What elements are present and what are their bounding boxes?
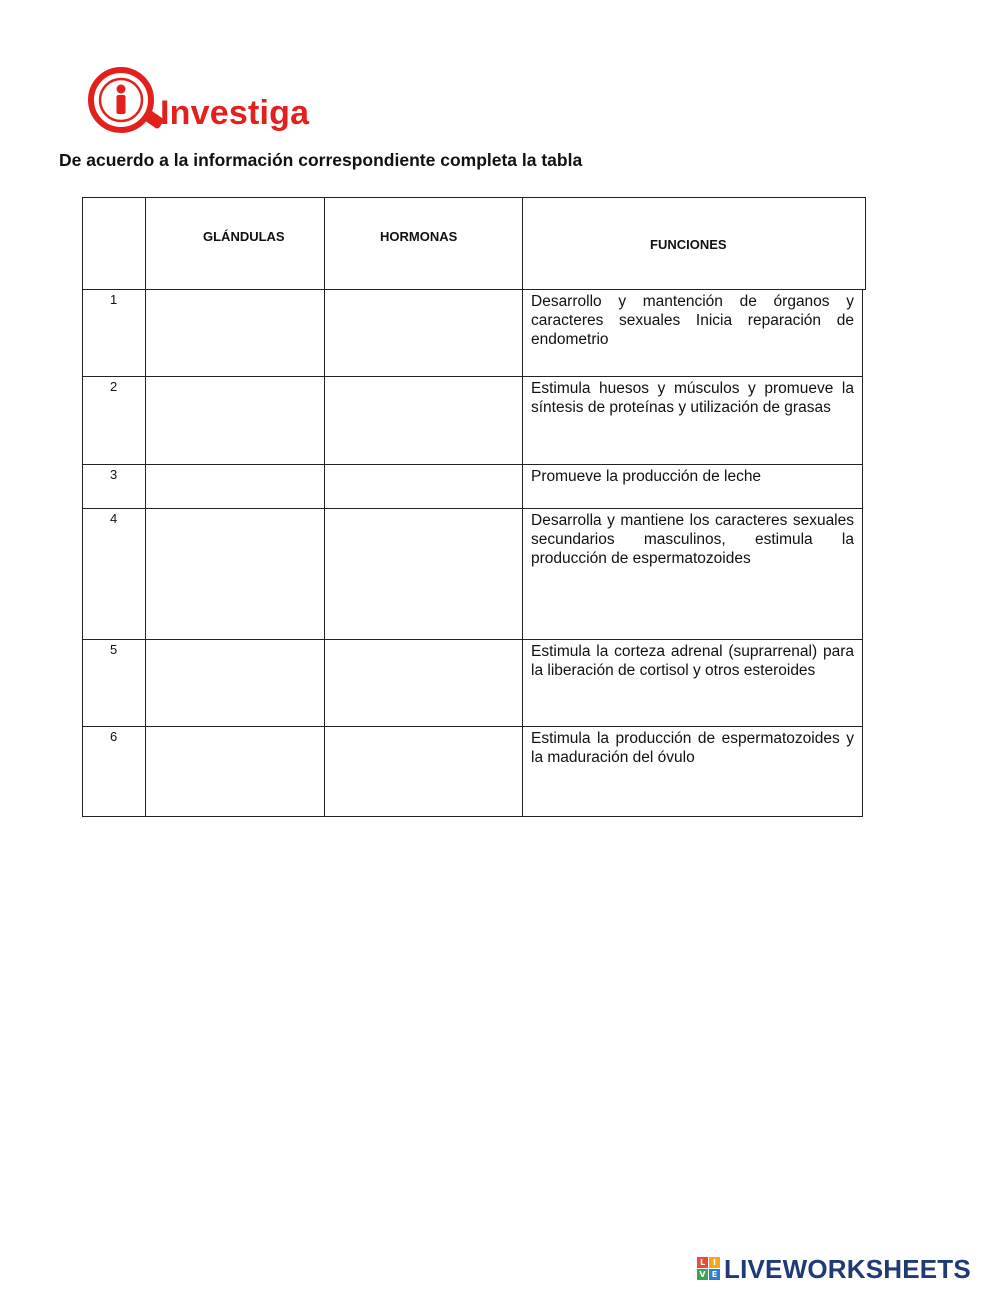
- hormone-answer-cell[interactable]: [324, 376, 523, 465]
- header-number-cell: [82, 197, 146, 290]
- gland-answer-cell[interactable]: [145, 289, 325, 377]
- investiga-logo: [88, 66, 338, 142]
- row-number-cell: [82, 376, 146, 465]
- function-cell: [522, 726, 863, 817]
- row-number-cell: [82, 639, 146, 727]
- instruction-text: De acuerdo a la información correspondiente completa la tabla: [59, 150, 583, 170]
- header-glands-cell: [145, 197, 325, 290]
- gland-answer-cell[interactable]: [145, 639, 325, 727]
- hormone-answer-cell[interactable]: [324, 508, 523, 640]
- hormone-answer-cell[interactable]: [324, 464, 523, 509]
- magnifier-person-icon: [88, 66, 168, 142]
- function-text: Estimula huesos y músculos y promueve la síntesis de proteínas y utilización de grasas: [531, 380, 854, 416]
- hormone-answer-cell[interactable]: [324, 639, 523, 727]
- function-cell: [522, 639, 863, 727]
- hormones-table: [82, 197, 866, 817]
- liveworksheets-text: LIVEWORKSHEETS: [724, 1254, 971, 1284]
- row-number-cell: [82, 464, 146, 509]
- header-functions-cell: [522, 197, 866, 290]
- header-glands: GLÁNDULAS: [203, 229, 285, 244]
- logo-text: Investiga: [160, 94, 310, 132]
- function-text: Desarrolla y mantiene los caracteres sexuales secundarios masculinos, estimula la producción de espermatozoides: [531, 512, 854, 567]
- liveworksheets-badge-icon: [697, 1257, 721, 1281]
- function-text: Desarrollo y mantención de órganos y caracteres sexuales Inicia reparación de endometrio: [531, 293, 854, 348]
- badge-letter: V: [697, 1269, 708, 1280]
- hormone-answer-cell[interactable]: [324, 289, 523, 377]
- header-hormones-cell: [324, 197, 523, 290]
- gland-answer-cell[interactable]: [145, 464, 325, 509]
- function-text: Promueve la producción de leche: [531, 468, 762, 485]
- function-text: Estimula la producción de espermatozoides y la maduración del óvulo: [531, 730, 854, 766]
- function-cell: [522, 508, 863, 640]
- row-number: 1: [110, 292, 118, 307]
- gland-answer-cell[interactable]: [145, 376, 325, 465]
- header-functions: FUNCIONES: [650, 237, 727, 252]
- row-number: 5: [110, 642, 118, 657]
- header-hormones: HORMONAS: [380, 229, 458, 244]
- gland-answer-cell[interactable]: [145, 508, 325, 640]
- function-cell: [522, 464, 863, 509]
- hormone-answer-cell[interactable]: [324, 726, 523, 817]
- function-text: Estimula la corteza adrenal (suprarrenal) para la liberación de cortisol y otros esteroides: [531, 643, 854, 679]
- row-number-cell: [82, 726, 146, 817]
- badge-letter: L: [697, 1257, 708, 1268]
- row-number: 2: [110, 379, 118, 394]
- gland-answer-cell[interactable]: [145, 726, 325, 817]
- function-cell: [522, 289, 863, 377]
- badge-letter: I: [709, 1257, 720, 1268]
- row-number-cell: [82, 508, 146, 640]
- badge-letter: E: [709, 1269, 720, 1280]
- row-number: 6: [110, 729, 118, 744]
- row-number: 3: [110, 467, 118, 482]
- row-number-cell: [82, 289, 146, 377]
- function-cell: [522, 376, 863, 465]
- row-number: 4: [110, 511, 118, 526]
